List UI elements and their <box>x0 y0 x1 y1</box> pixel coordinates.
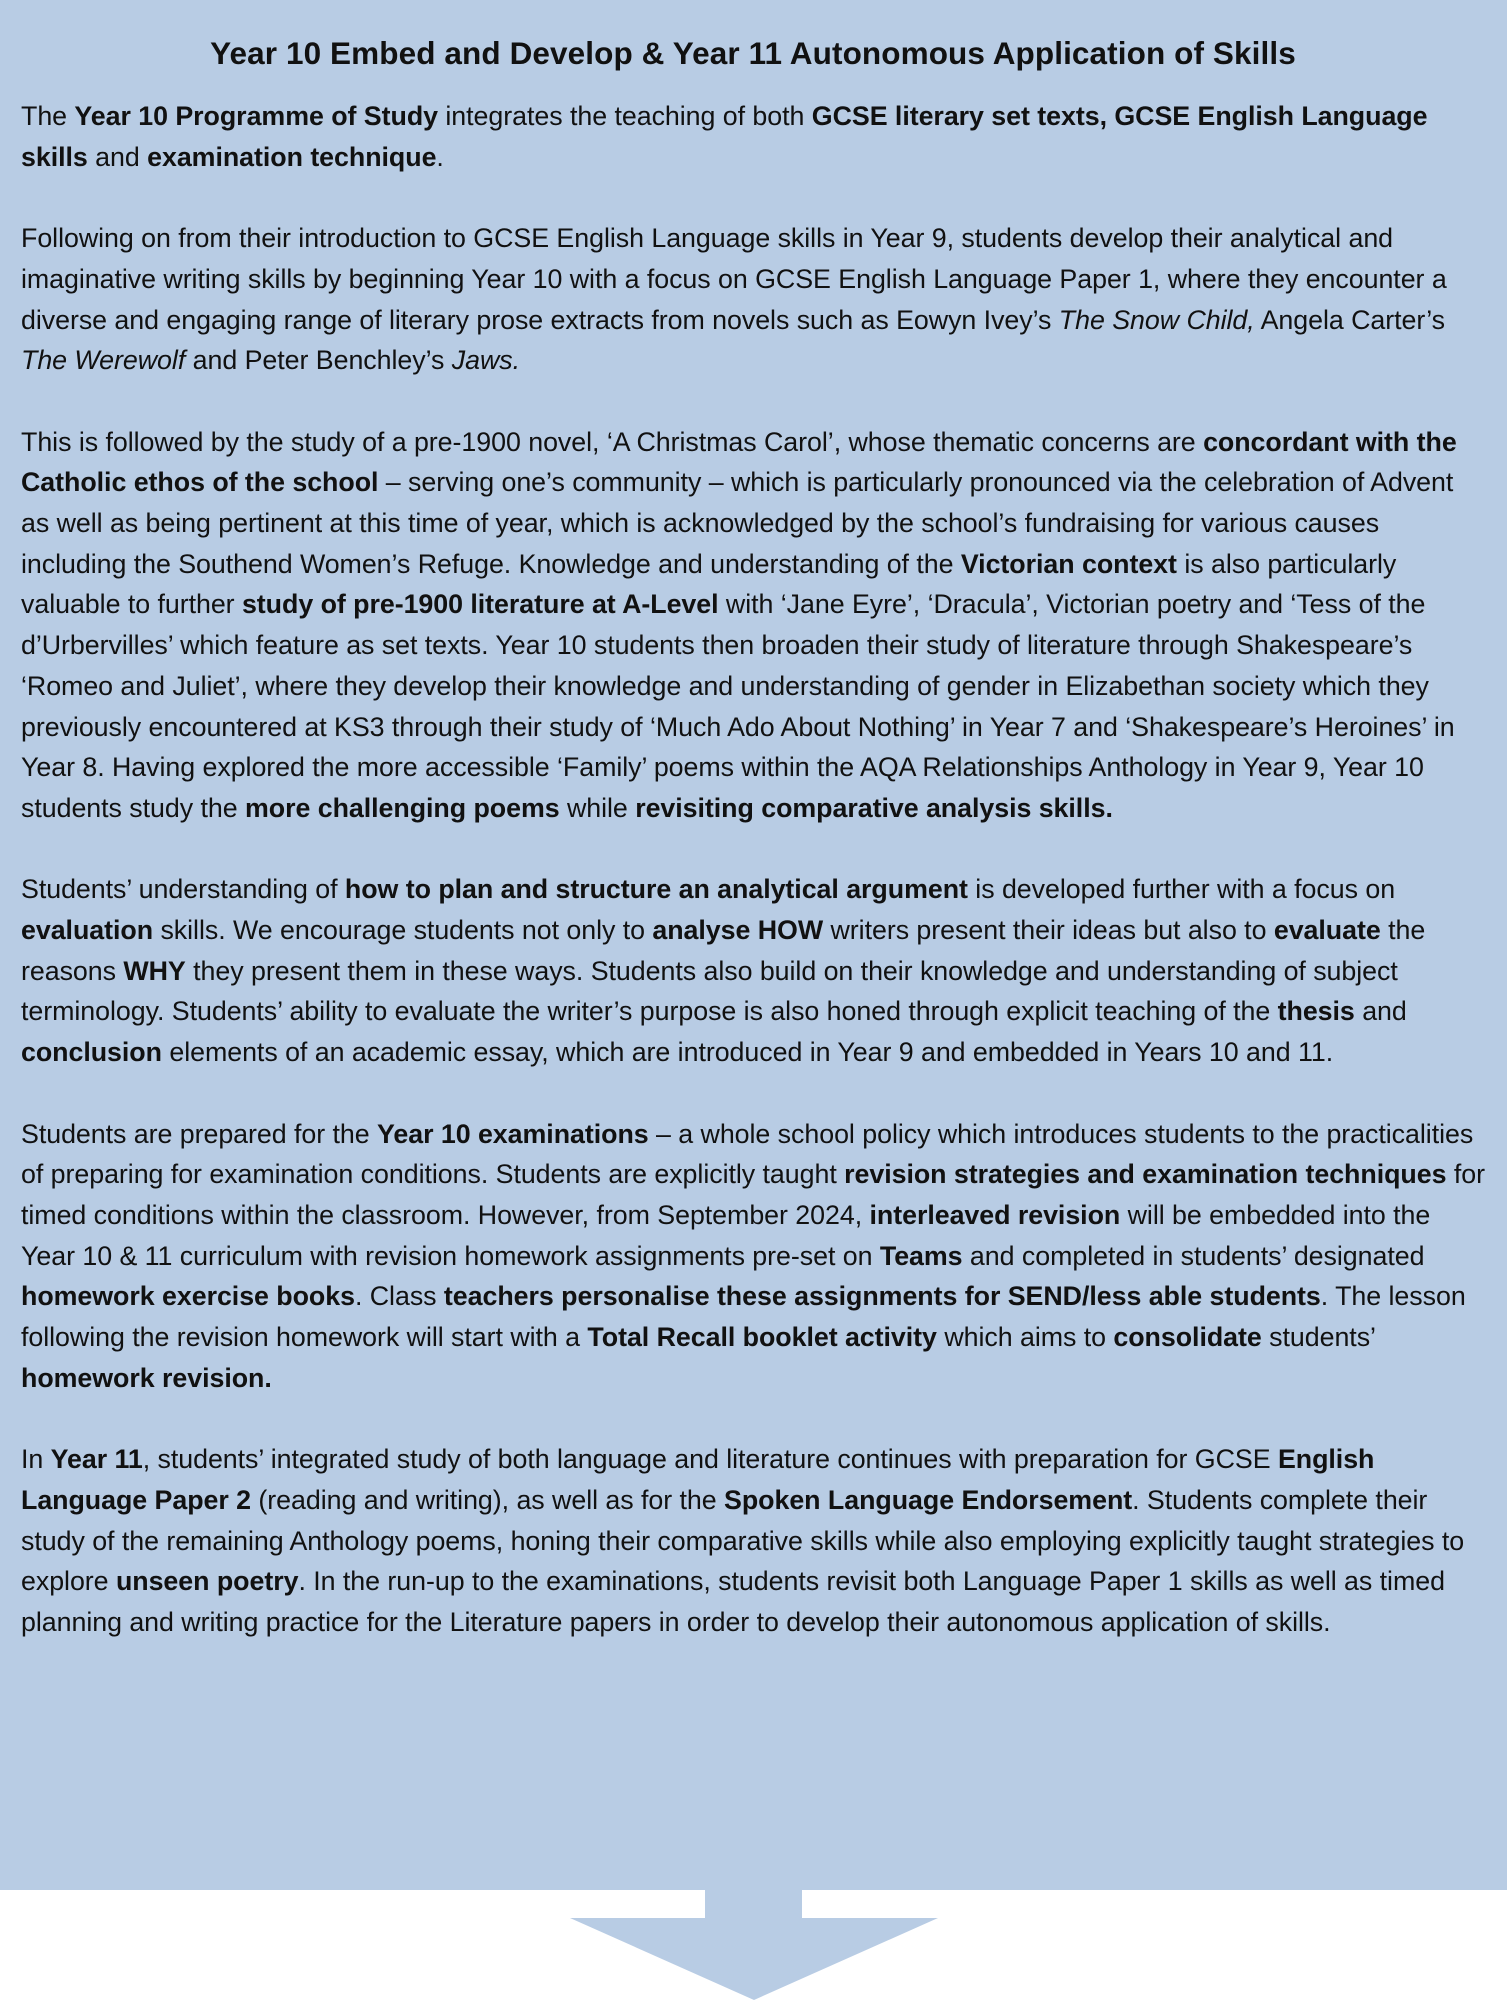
bold-text: teachers personalise these assignments for SEND/less able students <box>443 1281 1321 1312</box>
bold-text: how to plan and structure an analytical argument <box>344 874 968 905</box>
bold-text: Total Recall booklet activity <box>587 1322 937 1353</box>
bold-text: homework exercise books <box>21 1281 355 1312</box>
paragraph <box>21 96 1485 177</box>
down-arrow-icon <box>570 1890 938 2000</box>
text-span: – a whole school policy which introduces students to the practicalities of preparing for examination conditions. Students are explicitly taught <box>21 1118 1474 1190</box>
text-span: is also particularly valuable to further <box>21 548 1397 620</box>
paragraph <box>21 1114 1485 1399</box>
text-span: . In the run-up to the examinations, students revisit both Language Paper 1 skills as well as timed planning and writing practice for the Literature papers in order to develop their autonomous application of skills. <box>21 1566 1445 1637</box>
text-span: – serving one’s community – which is particularly pronounced via the celebration of Advent as well as being pertinent at this time of year, which is acknowledged by the school’s fundraising for various causes including the Southend Women’s Refuge. Knowledge and understanding of the <box>21 467 1454 579</box>
text-span: Students are prepared for the <box>21 1118 378 1149</box>
bold-text: Victorian context <box>960 548 1177 579</box>
bold-text: Spoken Language Endorsement <box>724 1484 1133 1515</box>
text-span: In <box>21 1444 51 1475</box>
italic-text: The Snow Child, <box>1058 304 1255 335</box>
bold-text: Year 10 Programme of Study <box>74 101 438 131</box>
text-span: which aims to <box>936 1322 1114 1353</box>
text-span: This is followed by the study of a pre-1900 novel, ‘A Christmas Carol’, whose thematic concerns are <box>21 426 1204 457</box>
text-span: . The lesson following the revision homework will start with a <box>21 1281 1466 1353</box>
bold-text: concordant with the Catholic ethos of the school <box>21 426 1457 498</box>
text-span: and <box>87 141 148 172</box>
text-span: is developed further with a focus on <box>967 874 1396 905</box>
bold-text: WHY <box>123 955 186 986</box>
text-span: Following on from their introduction to GCSE English Language skills in Year 9, students develop their analytical and imaginative writing skills by beginning Year 10 with a focus on GCSE English Language Paper 1, where they encounter a diverse and engaging range of literary prose extracts from novels such as Eowyn Ivey’s <box>21 223 1447 335</box>
bold-text: Year 11 <box>50 1444 143 1475</box>
text-span: while <box>559 792 636 823</box>
text-span: . Students complete their study of the remaining Anthology poems, honing their comparative skills while also employing explicitly taught strategies to explore <box>21 1484 1465 1597</box>
bold-text: English Language Paper 2 <box>21 1444 1375 1515</box>
bold-text: revision strategies and examination techniques <box>844 1159 1447 1190</box>
text-span: The <box>21 101 75 131</box>
text-span: for timed conditions within the classroom. However, from September 2024, <box>21 1159 1485 1230</box>
text-span: skills. We encourage students not only to <box>153 915 653 946</box>
paragraph <box>21 869 1485 1073</box>
italic-text: Jaws. <box>451 345 521 376</box>
text-span: elements of an academic essay, which are introduced in Year 9 and embedded in Years 10 and 11. <box>161 1037 1334 1068</box>
text-span: writers present their ideas but also to <box>823 915 1274 946</box>
paragraph <box>21 422 1485 829</box>
bold-text: revisiting comparative analysis skills. <box>635 792 1113 823</box>
bold-text: unseen poetry <box>115 1566 299 1597</box>
bold-text: conclusion <box>21 1037 162 1068</box>
bold-text: examination technique <box>147 141 437 172</box>
paragraph <box>21 218 1485 381</box>
bold-text: evaluate <box>1273 915 1381 946</box>
bold-text: more challenging poems <box>245 792 560 823</box>
text-span: , students’ integrated study of both language and literature continues with preparation for GCSE <box>142 1444 1278 1475</box>
bold-text: homework revision. <box>21 1362 272 1393</box>
bold-text: consolidate <box>1113 1322 1262 1353</box>
text-span: (reading and writing), as well as for the <box>251 1484 725 1515</box>
paragraph <box>21 1439 1485 1643</box>
text-span: students’ <box>1261 1322 1375 1353</box>
italic-text: The Werewolf <box>21 345 186 376</box>
text-span: and Peter Benchley’s <box>185 345 452 376</box>
text-span: they present them in these ways. Students also build on their knowledge and understanding of subject terminology. Students’ ability to evaluate the writer’s purpose is also honed through explicit teaching of the <box>21 955 1398 1027</box>
down-arrow-shape <box>570 1890 938 2000</box>
text-span: Angela Carter’s <box>1254 304 1446 335</box>
bold-text: analyse HOW <box>652 915 824 946</box>
text-span: and <box>1354 996 1407 1027</box>
text-span: Students’ understanding of <box>21 874 345 905</box>
bold-text: evaluation <box>21 915 154 946</box>
bold-text: interleaved revision <box>869 1199 1121 1230</box>
body-text <box>21 96 1485 1643</box>
text-span: integrates the teaching of both <box>438 101 812 131</box>
bold-text: GCSE literary set texts, GCSE English Language skills <box>21 101 1428 172</box>
text-span: the reasons <box>21 915 1426 986</box>
text-span: with ‘Jane Eyre’, ‘Dracula’, Victorian poetry and ‘Tess of the d’Urbervilles’ which feature as set texts. Year 10 students then broaden their study of literature through Shakespeare’s ‘Romeo and Juliet’, where they develop their knowledge and understanding of gender in Elizabethan society which they previously encountered at KS3 through their study of ‘Much Ado About Nothing’ in Year 7 and ‘Shakespeare’s Heroines’ in Year 8. Having explored the more accessible ‘Family’ poems within the AQA Relationships Anthology in Year 9, Year 10 students study the <box>21 589 1455 823</box>
text-span: . <box>436 141 444 172</box>
page-title: Year 10 Embed and Develop & Year 11 Autonomous Application of Skills <box>210 35 1296 71</box>
text-span: and completed in students’ designated <box>962 1240 1425 1271</box>
bold-text: Year 10 examinations <box>377 1118 649 1149</box>
text-span: will be embedded into the Year 10 & 11 curriculum with revision homework assignments pre-set on <box>21 1199 1431 1271</box>
bold-text: study of pre-1900 literature at A-Level <box>241 589 719 620</box>
text-span: . Class <box>354 1281 444 1312</box>
bold-text: thesis <box>1277 996 1355 1027</box>
bold-text: Teams <box>879 1240 963 1271</box>
